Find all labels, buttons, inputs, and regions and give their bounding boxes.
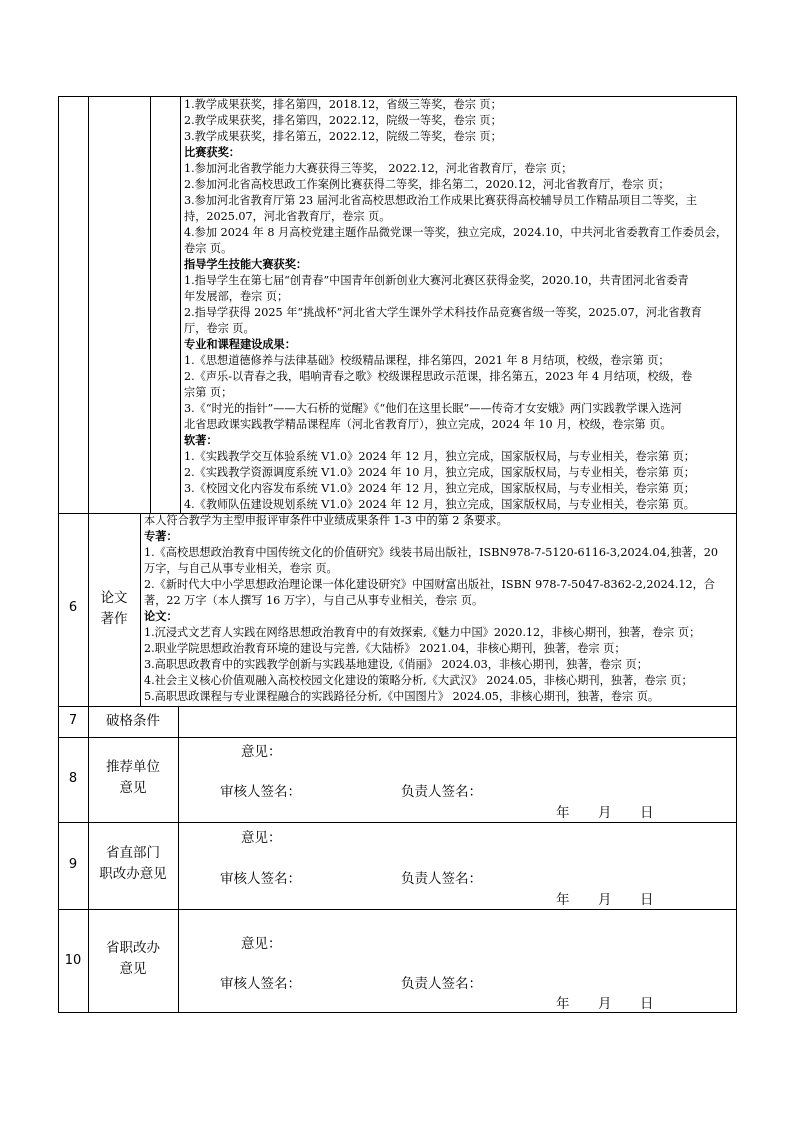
row-divider	[58, 909, 737, 910]
opinion-label: 意见：	[241, 830, 282, 846]
achievement-line: 宗第 页；	[184, 386, 233, 399]
achievement-line: 卷宗 页。	[184, 242, 233, 255]
row-number: 7	[68, 713, 78, 728]
col-divider	[88, 96, 89, 513]
row-label-recommend-unit: 推荐单位 意见	[106, 759, 160, 796]
achievement-line: 1.教学成果获奖，排名第四，2018.12，省级三等奖，卷宗 页；	[184, 98, 502, 111]
achievement-line: 2.指导学获得 2025 年“挑战杯”河北省大学生课外学术科技作品竞赛省级一等奖，2025.07，河北省教育	[184, 306, 702, 319]
row-divider	[58, 822, 737, 823]
row-number: 9	[68, 857, 78, 872]
achievement-line: 3.《校园文化内容发布系统 V1.0》2024 年 12 月，独立完成，国家版权局，与专业相关，卷宗第 页；	[184, 482, 695, 495]
date-day: 日	[640, 805, 654, 821]
section-heading: 软著：	[184, 434, 218, 447]
date-year: 年	[556, 805, 570, 821]
paper-line: 万字，与自己从事专业相关，卷宗 页。	[144, 562, 338, 575]
achievement-line: 1.指导学生在第七届“创青春”中国青年创新创业大赛河北赛区获得金奖，2020.10，共青团河北省委青	[184, 274, 689, 287]
responsible-signature-label: 负责人签名：	[401, 976, 482, 992]
paper-line: 1.《高校思想政治教育中国传统文化的价值研究》线装书局出版社，ISBN978-7-5120-6116-3,2024.04,独著，20	[144, 546, 719, 559]
paper-line: 4.社会主义核心价值观融入高校校园文化建设的策略分析,《大武汉》 2024.05，非核心期刊，独著，卷宗 页；	[144, 674, 693, 687]
achievement-line: 4.《教师队伍建设规划系统 V1.0》2024 年 12 月，独立完成，国家版权局，与专业相关，卷宗第 页。	[184, 498, 695, 511]
section-heading: 比赛获奖：	[184, 146, 240, 159]
achievement-line: 3.《“时光的指针”——大石桥的觉醒》《“他们在这里长眠”——传奇才女安娥》两门实践教学课入选河	[184, 402, 682, 415]
col-divider	[140, 513, 141, 706]
date-month: 月	[598, 996, 612, 1012]
paper-line: 本人符合教学为主型申报评审条件中业绩成果条件 1-3 中的第 2 条要求。	[144, 514, 508, 527]
achievement-line: 3.教学成果获奖，排名第五，2022.12，院级二等奖，卷宗 页；	[184, 130, 502, 143]
paper-line: 2.职业学院思想政治教育环境的建设与完善,《大陆桥》 2021.04，非核心期刊，独著，卷宗 页；	[144, 642, 626, 655]
date-month: 月	[598, 805, 612, 821]
responsible-signature-label: 负责人签名：	[401, 784, 482, 800]
row-divider	[58, 737, 737, 738]
row-label-papers: 论文 著作	[100, 590, 128, 627]
responsible-signature-label: 负责人签名：	[401, 871, 482, 887]
section-heading: 专业和课程建设成果：	[184, 338, 296, 351]
col-divider	[180, 96, 181, 513]
achievement-line: 2.《实践教学资源调度系统 V1.0》2024 年 10 月，独立完成，国家版权局，与专业相关，卷宗第 页；	[184, 466, 695, 479]
row-label-provincial-dept: 省直部门 职改办意见	[99, 845, 167, 882]
achievement-line: 厅，卷宗 页。	[184, 322, 255, 335]
achievement-line: 1.《思想道德修养与法律基础》校级精品课程，排名第四，2021 年 8 月结项，校级，卷宗第 页；	[184, 354, 670, 367]
table-border-right	[736, 96, 737, 1013]
paper-line: 1.沉浸式文艺育人实践在网络思想政治教育中的有效探索,《魅力中国》2020.12，非核心期刊，独著，卷宗 页；	[144, 626, 701, 639]
achievement-line: 1.参加河北省教学能力大赛获得三等奖， 2022.12，河北省教育厅，卷宗 页；	[184, 162, 573, 175]
achievement-line: 北省思政课实践教学精品课程库（河北省教育厅），独立完成，2024 年 10 月，校级，卷宗第 页。	[184, 418, 672, 431]
date-day: 日	[640, 892, 654, 908]
col-divider	[178, 706, 179, 1012]
row-label-exception: 破格条件	[106, 713, 160, 729]
row-divider	[58, 706, 737, 707]
achievement-line: 2.教学成果获奖，排名第四，2022.12，院级一等奖，卷宗 页；	[184, 114, 502, 127]
achievement-line: 2.《声乐-以青春之我，唱响青春之歌》校级课程思政示范课，排名第五，2023 年 4 月结项，校级，卷	[184, 370, 693, 383]
achievement-line: 4.参加 2024 年 8 月高校党建主题作品微党课一等奖，独立完成，2024.10，中共河北省委教育工作委员会，	[184, 226, 728, 239]
row-label-provincial-office: 省职改办 意见	[106, 940, 160, 977]
opinion-label: 意见：	[241, 744, 282, 760]
row-number: 10	[64, 953, 82, 968]
paper-line: 著，22 万字（本人撰写 16 万字），与自己从事专业相关，卷宗 页。	[144, 594, 484, 607]
achievement-line: 1.《实践教学交互体验系统 V1.0》2024 年 12 月，独立完成，国家版权局，与专业相关，卷宗第 页；	[184, 450, 695, 463]
reviewer-signature-label: 审核人签名：	[220, 976, 301, 992]
section-heading: 论文：	[144, 610, 178, 623]
row-number: 8	[68, 771, 78, 786]
date-year: 年	[556, 892, 570, 908]
achievement-line: 3.参加河北省教育厅第 23 届河北省高校思想政治工作成果比赛获得高校辅导员工作精品项目二等奖，主	[184, 194, 698, 207]
achievement-line: 持，2025.07，河北省教育厅，卷宗 页。	[184, 210, 391, 223]
col-divider	[150, 96, 151, 513]
date-year: 年	[556, 996, 570, 1012]
table-border-left	[58, 96, 59, 1013]
opinion-label: 意见：	[241, 936, 282, 952]
date-day: 日	[640, 996, 654, 1012]
achievement-line: 年发展部，卷宗 页；	[184, 290, 289, 303]
section-heading: 专著：	[144, 530, 178, 543]
section-heading: 指导学生技能大赛获奖：	[184, 258, 308, 271]
paper-line: 5.高职思政课程与专业课程融合的实践路径分析,《中国图片》 2024.05，非核心期刊，独著，卷宗 页。	[144, 690, 660, 703]
row-number: 6	[68, 600, 78, 615]
table-border-bottom	[58, 1012, 737, 1013]
achievement-line: 2.参加河北省高校思政工作案例比赛获得二等奖，排名第二，2020.12，河北省教育厅，卷宗 页；	[184, 178, 670, 191]
reviewer-signature-label: 审核人签名：	[220, 784, 301, 800]
paper-line: 3.高职思政教育中的实践教学创新与实践基地建设,《俏丽》 2024.03，非核心期刊，独著，卷宗 页；	[144, 658, 648, 671]
paper-line: 2.《新时代大中小学思想政治理论课一体化建设研究》中国财富出版社，ISBN 978-7-5047-8362-2,2024.12，合	[144, 578, 715, 591]
reviewer-signature-label: 审核人签名：	[220, 871, 301, 887]
date-month: 月	[598, 892, 612, 908]
